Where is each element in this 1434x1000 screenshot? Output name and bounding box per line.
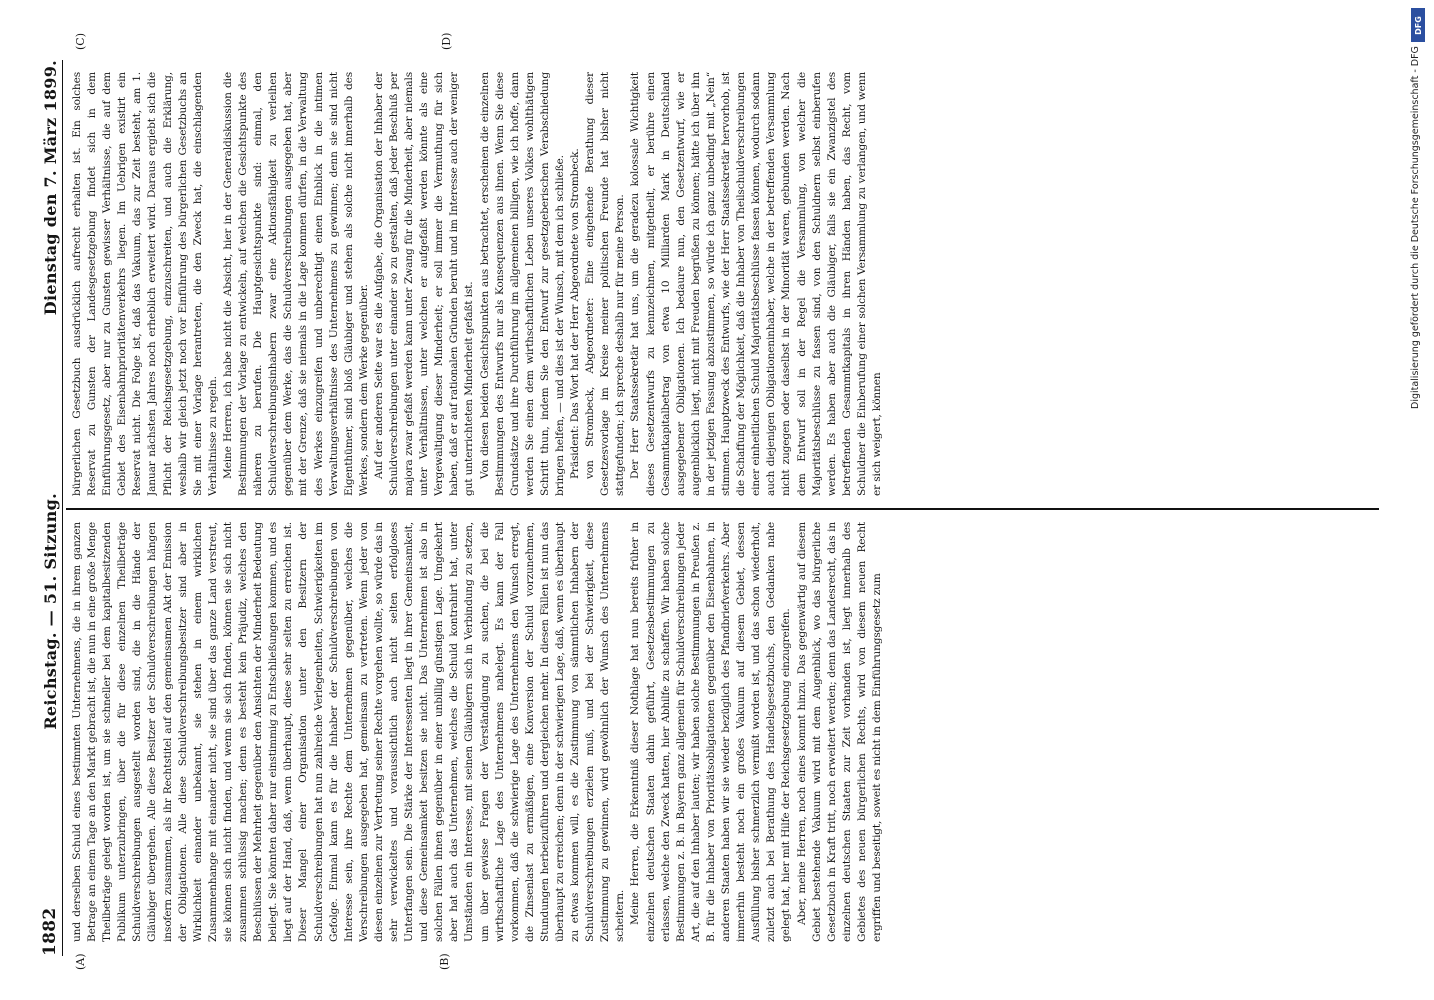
- paragraph: Meine Herren, ich habe nicht die Absicht, hier in der Generaldiskussion die Bestimmungen der Vorlage zu entwickeln, auf welchen die Gesichtspunkte des näheren zu berufen. Die Hauptgesichtspunkte sind: einmal, den Schuldverschreibungsinhabern zwar eine Aktionsfähigkeit zu verleihen gegenüber dem Werke, das die Schuldverschreibungen ausgegeben hat, aber mit der Grenze, daß sie niemals in die Lage kommen dürfen, in die Verwaltung des Werkes einzugreifen und unberechtigt einen Einblick in die intimen Verwaltungsverhältnisse des Unternehmens zu gewinnen; denn sie sind nicht Eigenthümer, sind bloß Gläubiger und stehen als solche nicht innerhalb des Werkes, sondern dem Werke gegenüber.: [221, 72, 370, 496]
- digitization-sidebar: [1408, 0, 1430, 1000]
- margin-marker-a: (A): [74, 953, 87, 970]
- column-separator: [66, 508, 1379, 510]
- left-column: [70, 522, 1376, 942]
- page-title: Reichstag. — 51. Sitzung.: [41, 493, 60, 730]
- margin-marker-c: (C): [74, 33, 87, 50]
- paragraph: Von diesen beiden Gesichtspunkten aus betrachtet, erscheinen die einzelnen Bestimmungen des Entwurfs nur als Konsequenzen aus ihnen. Wenn Sie diese Grundsätze und ihre Durchführung im allgemeinen billigen, wie ich hoffe, dann werden Sie einen dem wirthschaftlichen Leben unseres Volkes wohlthätigen Schritt thun, indem Sie den Entwurf zur gesetzgeberischen Verabschiedung bringen helfen, — und dies ist der Wunsch, mit dem ich schließe.: [478, 72, 566, 496]
- page-date: Dienstag den 7. März 1899.: [41, 60, 60, 316]
- page-header: [34, 60, 60, 956]
- dfg-logo: DFG: [1411, 8, 1425, 42]
- margin-marker-b: (B): [438, 953, 451, 970]
- paragraph: Meine Herren, die Erkenntniß dieser Nothlage hat nun bereits früher in einzelnen deutschen Staaten dahin geführt, Gesetzesbestimmungen zu erlassen, welche den Zweck hatten, hier Abhilfe zu schaffen. Wir haben solche Bestimmungen z. B. in Bayern ganz allgemein für Schuldverschreibungen jeder Art, die auf den Inhaber lauten; wir haben solche Bestimmungen in Preußen z. B. für die Inhaber von Prioritätsobligationen gegenüber den Eisenbahnen, in anderen Staaten haben wir sie wieder bezüglich des Pfandbriefverkehrs. Aber immerhin besteht noch ein großes Vakuum auf diesem Gebiet, dessen Ausfüllung bisher schmerzlich vermißt worden ist, und das schon wiederholt, zuletzt auch bei Berathung des Handelsgesetzbuchs, den Gedanken nahe gelegt hat, hier mit Hilfe der Reichsgesetzgebung einzugreifen.: [629, 522, 793, 942]
- header-rule: [62, 60, 63, 956]
- paragraph: bürgerlichen Gesetzbuch ausdrücklich aufrecht erhalten ist. Ein solches Reservat zu Gunsten der Landesgesetzgebung findet sich in dem Einführungsgesetz, aber nur zu Gunsten gewisser Verhältnisse, die auf dem Gebiet des Eisenbahnprioritätenverkehrs liegen. Im Uebrigen existirt ein Reservat nicht. Die Folge ist, daß das Vakuum, das zur Zeit besteht, am 1. Januar nächsten Jahres noch erheblich erweitert wird. Daraus ergiebt sich die Pflicht der Reichsgesetzgebung, einzuschreiten, und auch die Erklärung, weshalb wir gleich jetzt noch vor Einführung des bürgerlichen Gesetzbuchs an Sie mit einer Vorlage herantreten, die den Zweck hat, die einschlagenden Verhältnisse zu regeln.: [71, 72, 219, 496]
- margin-marker-d: (D): [440, 32, 453, 50]
- paragraph: Aber, meine Herren, noch eines kommt hinzu. Das gegenwärtig auf diesem Gebiet bestehende Vakuum wird mit dem Augenblick, wo das bürgerliche Gesetzbuch in Kraft tritt, noch erweitert werden; denn das Landesrecht, das in einzelnen deutschen Staaten zur Zeit vorhanden ist, liegt innerhalb des Gebietes des neuen bürgerlichen Rechts, wird von diesem neuen Recht ergriffen und beseitigt, soweit es nicht in dem Einführungsgesetz zum: [795, 522, 883, 942]
- paragraph: Der Herr Staatssekretär hat uns, um die geradezu kolossale Wichtigkeit dieses Gesetzentwurfs zu kennzeichnen, mitgetheilt, er berühre einen Gesammtkapitalbetrag von etwa 10 Milliarden Mark in Deutschland ausgegebener Obligationen. Ich bedaure nun, den Gesetzentwurf, wie er augenblicklich liegt, nicht mit Freuden begrüßen zu können; hätte ich über ihn in der jetzigen Fassung abzustimmen, so würde ich ganz unbedingt mit „Nein“ stimmen. Hauptzweck des Entwurfs, wie der Herr Staatssekretär hervorhob, ist die Schaffung der Möglichkeit, daß die Inhaber von Theilschuldverschreibungen einer einheitlichen Schuld Majoritätsbeschlüsse fassen können, wodurch sodann auch diejenigen Obligationeninhaber, welche in der betreffenden Versammlung nicht zugegen oder daselbst in der Minorität waren, gebunden werden. Nach dem Entwurf soll in der Regel die Versammlung, von welcher die Majoritätsbeschlüsse zu fassen sind, von den Schuldnern selbst einberufen werden. Es haben aber auch die Gläubiger, falls sie ein Zwanzigstel des betreffenden Gesammtkapitals in ihren Händen haben, das Recht, vom Schuldner die Einberufung einer solchen Versammlung zu verlangen, und wenn er sich weigert, können: [629, 72, 883, 496]
- speaker-paragraph: Präsident: Das Wort hat der Herr Abgeordnete von Strombeck.: [569, 148, 582, 480]
- paragraph: Auf der anderen Seite war es die Aufgabe, die Organisation der Inhaber der Schuldverschreibungen unter einander so zu gestalten, daß jeder Beschluß per majora zwar gefaßt werden kann unter Zwang für die Minderheit, aber niemals unter Verhältnissen, unter welchen er aufgefaßt werden könnte als eine Vergewaltigung dieser Minderheit; er soll immer die Vermuthung für sich haben, daß er auf rationalen Gründen beruht und im Interesse auch der weniger gut unterrichteten Minderheit gefaßt ist.: [372, 72, 476, 496]
- speaker-paragraph: von Strombeck, Abgeordneter: Eine eingehende Berathung dieser Gesetzesvorlage im Kreise meiner politischen Freunde hat bisher nicht stattgefunden; ich spreche deshalb nur für meine Person.: [584, 72, 627, 496]
- paragraph: und derselben Schuld eines bestimmten Unternehmens, die in ihrem ganzen Betrage an einem Tage an den Markt gebracht ist, die nun in eine große Menge Theilbeträge gelegt worden ist, um sie schneller bei dem kapitalbesitzenden Publikum unterzubringen, über die für diese einzelnen Theilbeträge Schuldverschreibungen ausgestellt worden sind, die in die Hände der Gläubiger übergehen. Alle diese Besitzer der Schuldverschreibungen hängen insofern zusammen, als ihr Rechtstitel auf den gemeinsamen Akt der Emission der Obligationen. Alle diese Schuldverschreibungsbesitzer sind aber in Wirklichkeit einander unbekannt, sie stehen in einem wirklichen Zusammenhange mit einander nicht, sie sind über das ganze Land verstreut, sie können sich nicht finden, und wenn sie sich finden, können sie sich nicht zusammen schlüssig machen; denn es besteht kein Präjudiz, welches den Beschlüssen der Mehrheit gegenüber den Ansichten der Minderheit Bedeutung beilegt. Sie könnten daher nur einstimmig zu Entschließungen kommen, und es liegt auf der Hand, daß, wenn überhaupt, diese sehr selten zu erreichen ist. Dieser Mangel einer Organisation unter den Besitzern der Schuldverschreibungen hat nun zahlreiche Verlegenheiten, Schwierigkeiten im Gefolge. Einmal kann es für die Inhaber der Schuldverschreibungen von Interesse sein, ihre Rechte dem Unternehmen gegenüber, welches die Verschreibungen ausgegeben hat, gemeinsam zu vertreten. Wenn jeder von diesen einzelnen zur Vertretung seiner Rechte vorgehen wollte, so würde das in sehr verwickeltes und voraussichtlich auch nicht selten erfolgloses Unterfangen sein. Die Stärke der Interessenten liegt in ihrer Gemeinsamkeit, und diese Gemeinsamkeit besitzen sie nicht. Das Unternehmen ist also in solchen Fällen ihnen gegenüber in einer unbillig günstigen Lage. Umgekehrt aber hat auch das Unternehmen, welches die Schuld kontrahirt hat, unter Umständen ein Interesse, mit seinen Gläubigern sich in Verbindung zu setzen, um über gewisse Fragen der Verständigung zu suchen, die bei die wirthschaftliche Lage des Unternehmens nahelegt. Es kann der Fall vorkommen, daß die schwierige Lage des Unternehmens den Wunsch erregt, die Zinsenlast zu ermäßigen, eine Konversion der Schuld vorzunehmen, Stundungen herbeizuführen und dergleichen mehr. In diesen Fällen ist nun das überhaupt zu erreichen; denn in der schwierigen Lage, daß, wenn es überhaupt zu etwas kommen will, es die Zustimmung von sämmtlichen Inhabern der Schuldverschreibungen erzielen muß, und bei der Schwierigkeit, diese Zustimmung zu gewinnen, wird gewöhnlich der Wunsch des Unternehmens scheitern.: [71, 522, 627, 942]
- right-column: [70, 72, 1376, 496]
- digitization-credit: Digitalisierung gefördert durch die Deutsche Forschungsgemeinschaft - DFG: [1410, 46, 1421, 409]
- page-number: 1882: [40, 907, 60, 956]
